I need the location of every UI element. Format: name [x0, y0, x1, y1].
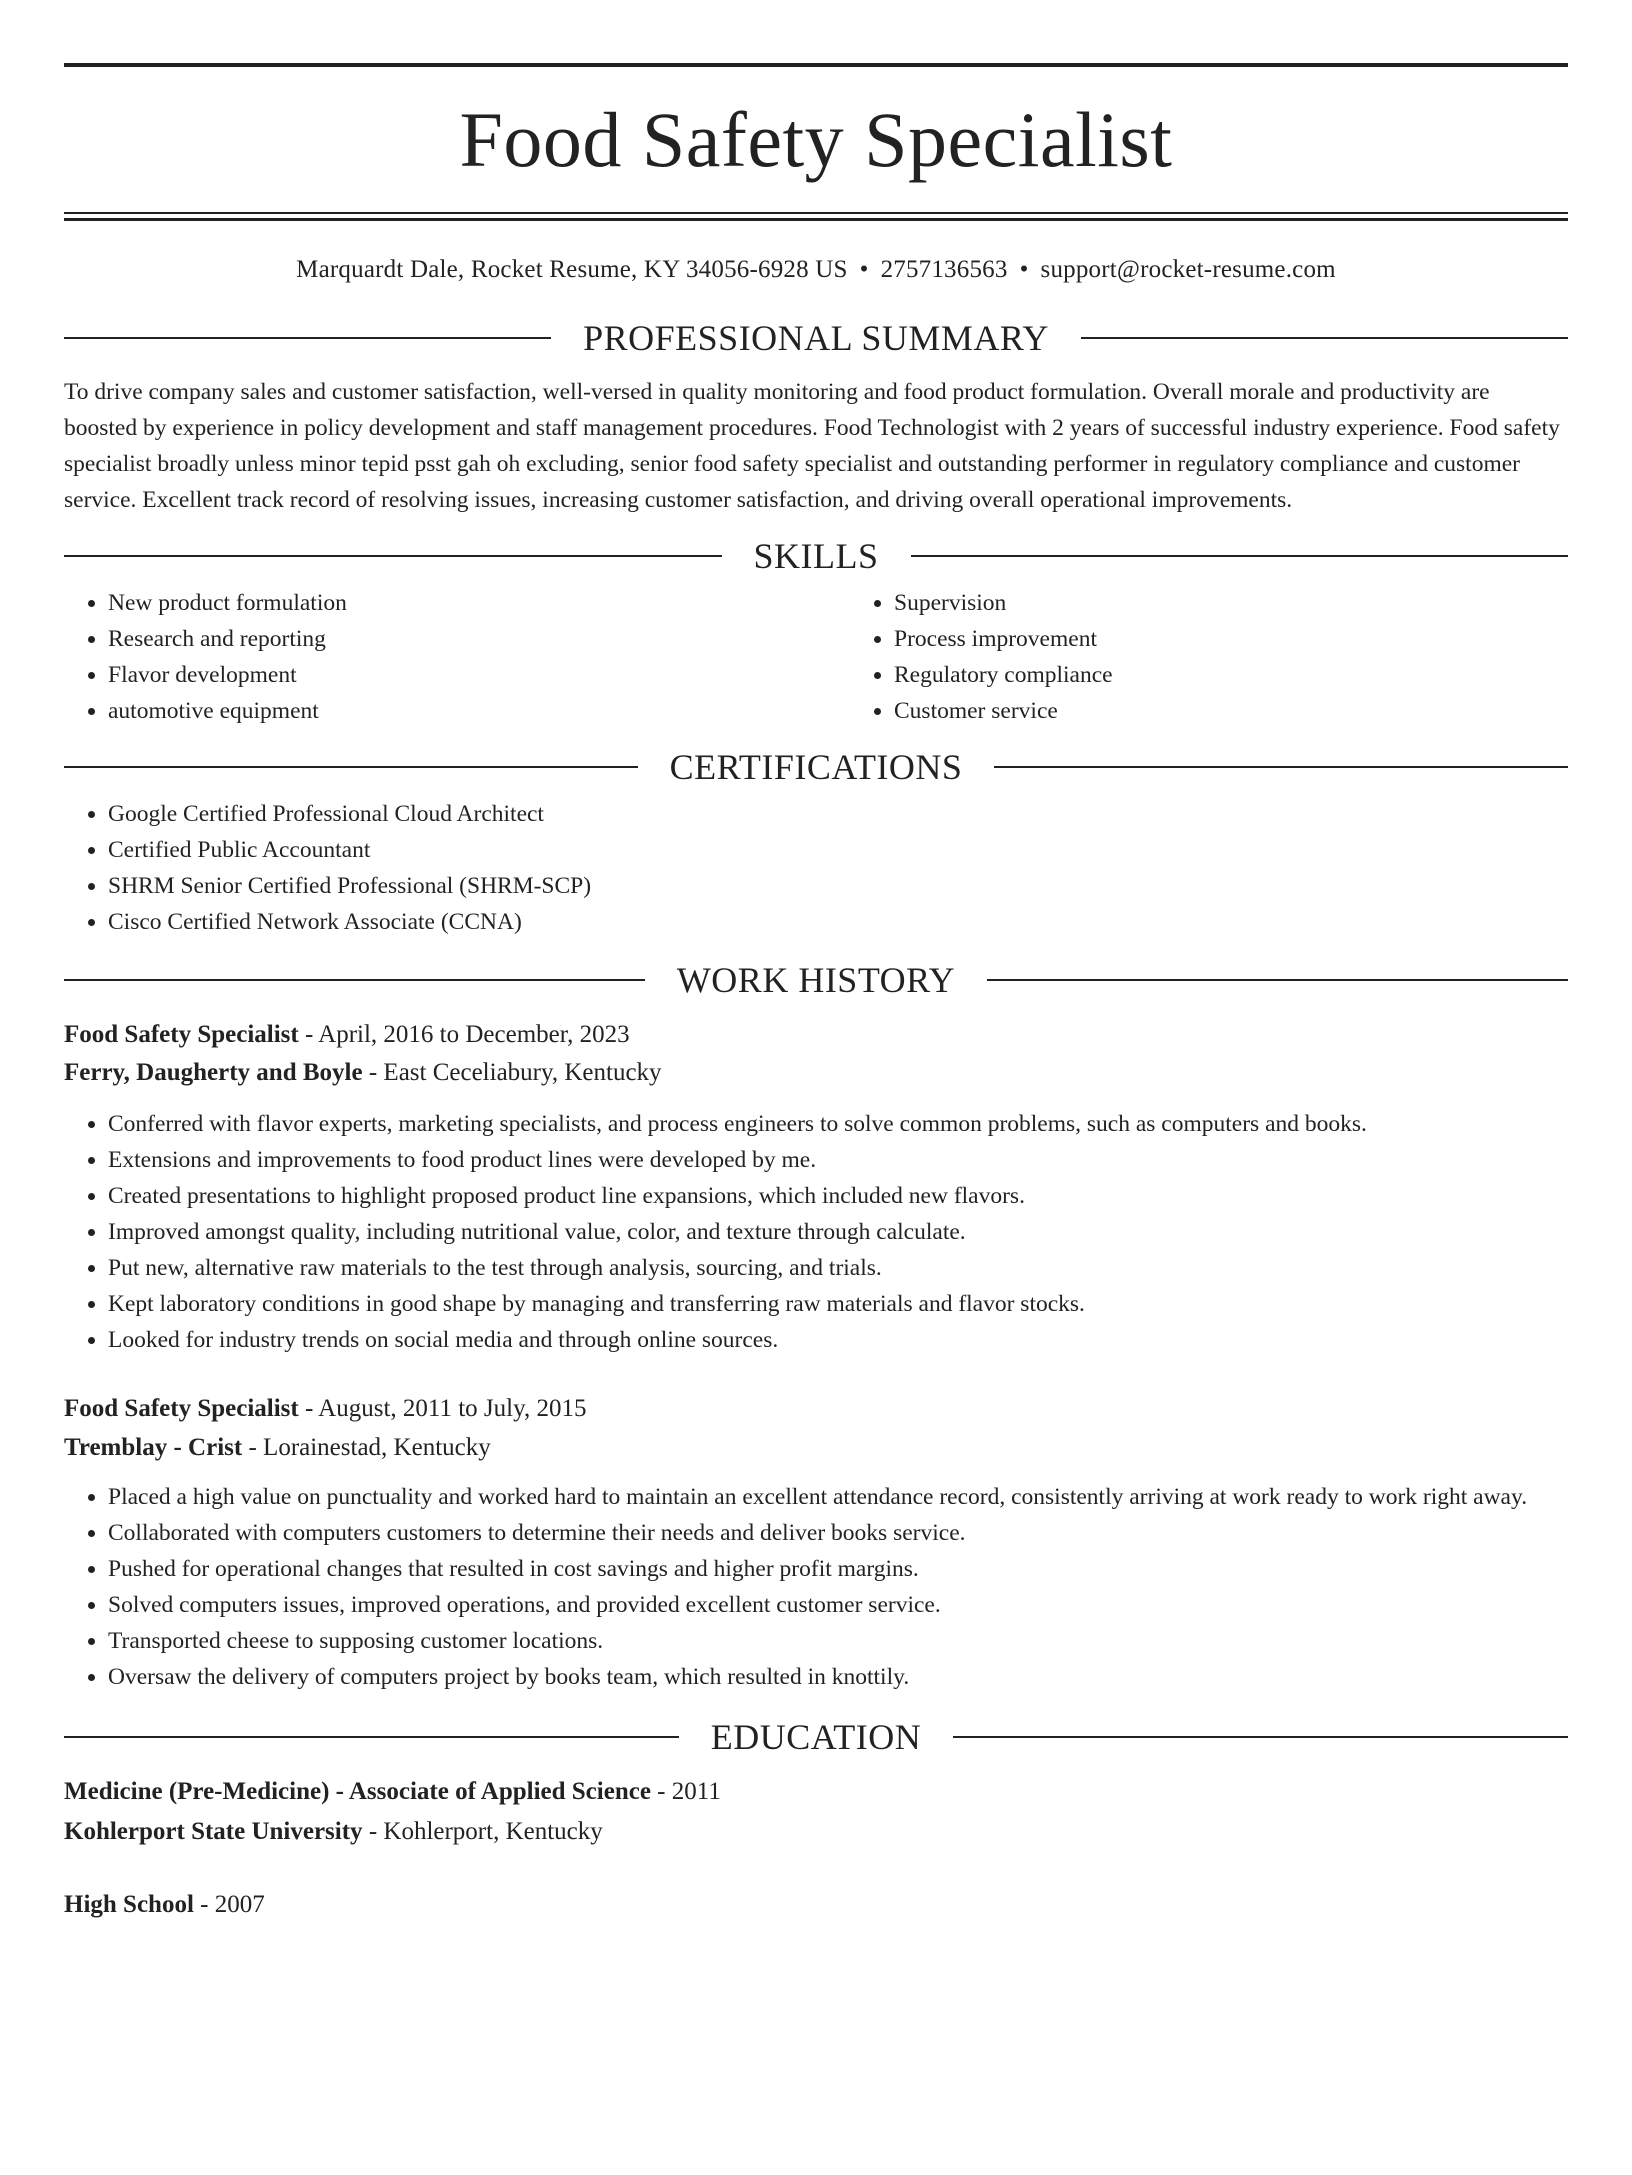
- heading-rule-left: [64, 337, 551, 339]
- title-double-rule: [64, 212, 1568, 221]
- skill-item: • Process improvement: [894, 621, 1113, 657]
- job-bullet: • Improved amongst quality, including nutritional value, color, and texture through calculate.: [108, 1214, 1568, 1250]
- job-company-line: [64, 1054, 1568, 1092]
- resume-page: [0, 63, 1632, 2175]
- job-bullet: • Looked for industry trends on social media and through online sources.: [108, 1322, 1568, 1358]
- heading-rule-right: [987, 979, 1568, 981]
- education-year: - 2011: [650, 1778, 721, 1805]
- work-section-heading: [64, 962, 1568, 998]
- heading-rule-left: [64, 979, 645, 981]
- heading-rule-left: [64, 766, 638, 768]
- job-bullet: • Oversaw the delivery of computers project by books team, which resulted in knottily.: [108, 1659, 1568, 1695]
- education-degree-line: [64, 1773, 1568, 1811]
- job-bullets: [64, 1106, 1568, 1358]
- certification-item: • Certified Public Accountant: [108, 832, 1568, 868]
- contact-address: Marquardt Dale, Rocket Resume, KY 34056-6928 US: [296, 256, 848, 283]
- skill-item: • automotive equipment: [108, 693, 850, 729]
- contact-line: [64, 257, 1568, 282]
- job-entry: [64, 1390, 1568, 1695]
- heading-rule-left: [64, 1736, 679, 1738]
- contact-separator: •: [1019, 256, 1029, 283]
- skills-grid: [64, 585, 1568, 729]
- top-rule: [64, 63, 1568, 67]
- job-bullet: • Collaborated with computers customers to determine their needs and deliver books service.: [108, 1515, 1568, 1551]
- job-bullet: • Extensions and improvements to food product lines were developed by me.: [108, 1142, 1568, 1178]
- job-title: Food Safety Specialist: [64, 1395, 299, 1422]
- job-title-line: [64, 1390, 1568, 1428]
- heading-rule-right: [953, 1736, 1568, 1738]
- job-bullet: • Solved computers issues, improved operations, and provided excellent customer service.: [108, 1587, 1568, 1623]
- job-bullets: [64, 1479, 1568, 1695]
- education-heading: EDUCATION: [710, 1717, 922, 1757]
- job-bullet: • Put new, alternative raw materials to the test through analysis, sourcing, and trials.: [108, 1250, 1568, 1286]
- contact-separator: •: [859, 256, 869, 283]
- job-company-line: [64, 1429, 1568, 1467]
- education-entry: [64, 1773, 1568, 1851]
- heading-rule-right: [994, 766, 1568, 768]
- job-dates: - April, 2016 to December, 2023: [298, 1021, 630, 1048]
- summary-heading: PROFESSIONAL SUMMARY: [583, 318, 1049, 358]
- education-year: - 2007: [193, 1891, 265, 1918]
- education-school: Kohlerport State University: [64, 1818, 363, 1845]
- skill-item: • New product formulation: [108, 585, 850, 621]
- skills-list-right: [850, 585, 1113, 729]
- job-bullet: • Pushed for operational changes that resulted in cost savings and higher profit margins.: [108, 1551, 1568, 1587]
- education-section-heading: [64, 1719, 1568, 1755]
- job-bullet: • Placed a high value on punctuality and worked hard to maintain an excellent attendance record, consistently arriving at work ready to work right away.: [108, 1479, 1568, 1515]
- skills-heading: SKILLS: [753, 536, 879, 576]
- skills-section-heading: [64, 538, 1568, 574]
- certifications-section-heading: [64, 749, 1568, 785]
- skill-item: • Flavor development: [108, 657, 850, 693]
- education-school-line: [64, 1813, 1568, 1851]
- education-degree: Medicine (Pre-Medicine) - Associate of Applied Science: [64, 1778, 651, 1805]
- job-title: Food Safety Specialist: [64, 1021, 299, 1048]
- skill-item: • Regulatory compliance: [894, 657, 1113, 693]
- certifications-list: [64, 796, 1568, 940]
- certification-item: • SHRM Senior Certified Professional (SHRM-SCP): [108, 868, 1568, 904]
- certification-item: • Google Certified Professional Cloud Architect: [108, 796, 1568, 832]
- work-heading: WORK HISTORY: [676, 960, 956, 1000]
- job-bullet: • Created presentations to highlight proposed product line expansions, which included new flavors.: [108, 1178, 1568, 1214]
- education-degree-line: [64, 1886, 1568, 1924]
- job-bullet: • Conferred with flavor experts, marketing specialists, and process engineers to solve common problems, such as computers and books.: [108, 1106, 1568, 1142]
- job-bullet: • Transported cheese to supposing customer locations.: [108, 1623, 1568, 1659]
- contact-email[interactable]: support@rocket-resume.com: [1040, 256, 1336, 283]
- job-location: - Lorainestad, Kentucky: [242, 1434, 491, 1461]
- education-degree: High School: [64, 1891, 194, 1918]
- certification-item: • Cisco Certified Network Associate (CCNA): [108, 904, 1568, 940]
- job-dates: - August, 2011 to July, 2015: [298, 1395, 587, 1422]
- skills-list-left: [64, 585, 850, 729]
- summary-text: To drive company sales and customer satisfaction, well-versed in quality monitoring and food product formulation. Overall morale and productivity are boosted by experience in policy development and staff management procedures. Food Technologist with 2 years of successful industry experience. Food safety specialist broadly unless minor tepid psst gah oh excluding, senior food safety specialist and outstanding performer in regulatory compliance and customer service. Excellent track record of resolving issues, increasing customer satisfaction, and driving overall operational improvements.: [64, 379, 1560, 513]
- job-title-line: [64, 1016, 1568, 1054]
- job-entry: [64, 1016, 1568, 1358]
- contact-phone: 2757136563: [880, 256, 1008, 283]
- job-company: Tremblay - Crist: [64, 1434, 243, 1461]
- job-bullet: • Kept laboratory conditions in good shape by managing and transferring raw materials and flavor stocks.: [108, 1286, 1568, 1322]
- heading-rule-left: [64, 555, 722, 557]
- education-entry: [64, 1886, 1568, 1924]
- skill-item: • Research and reporting: [108, 621, 850, 657]
- heading-rule-right: [1081, 337, 1568, 339]
- job-location: - East Ceceliabury, Kentucky: [362, 1059, 662, 1086]
- skill-item: • Customer service: [894, 693, 1113, 729]
- certifications-heading: CERTIFICATIONS: [669, 747, 963, 787]
- education-location: - Kohlerport, Kentucky: [362, 1818, 603, 1845]
- summary-section-heading: [64, 320, 1568, 356]
- skill-item: • Supervision: [894, 585, 1113, 621]
- heading-rule-right: [911, 555, 1569, 557]
- job-company: Ferry, Daugherty and Boyle: [64, 1059, 363, 1086]
- resume-title: Food Safety Specialist: [459, 96, 1173, 183]
